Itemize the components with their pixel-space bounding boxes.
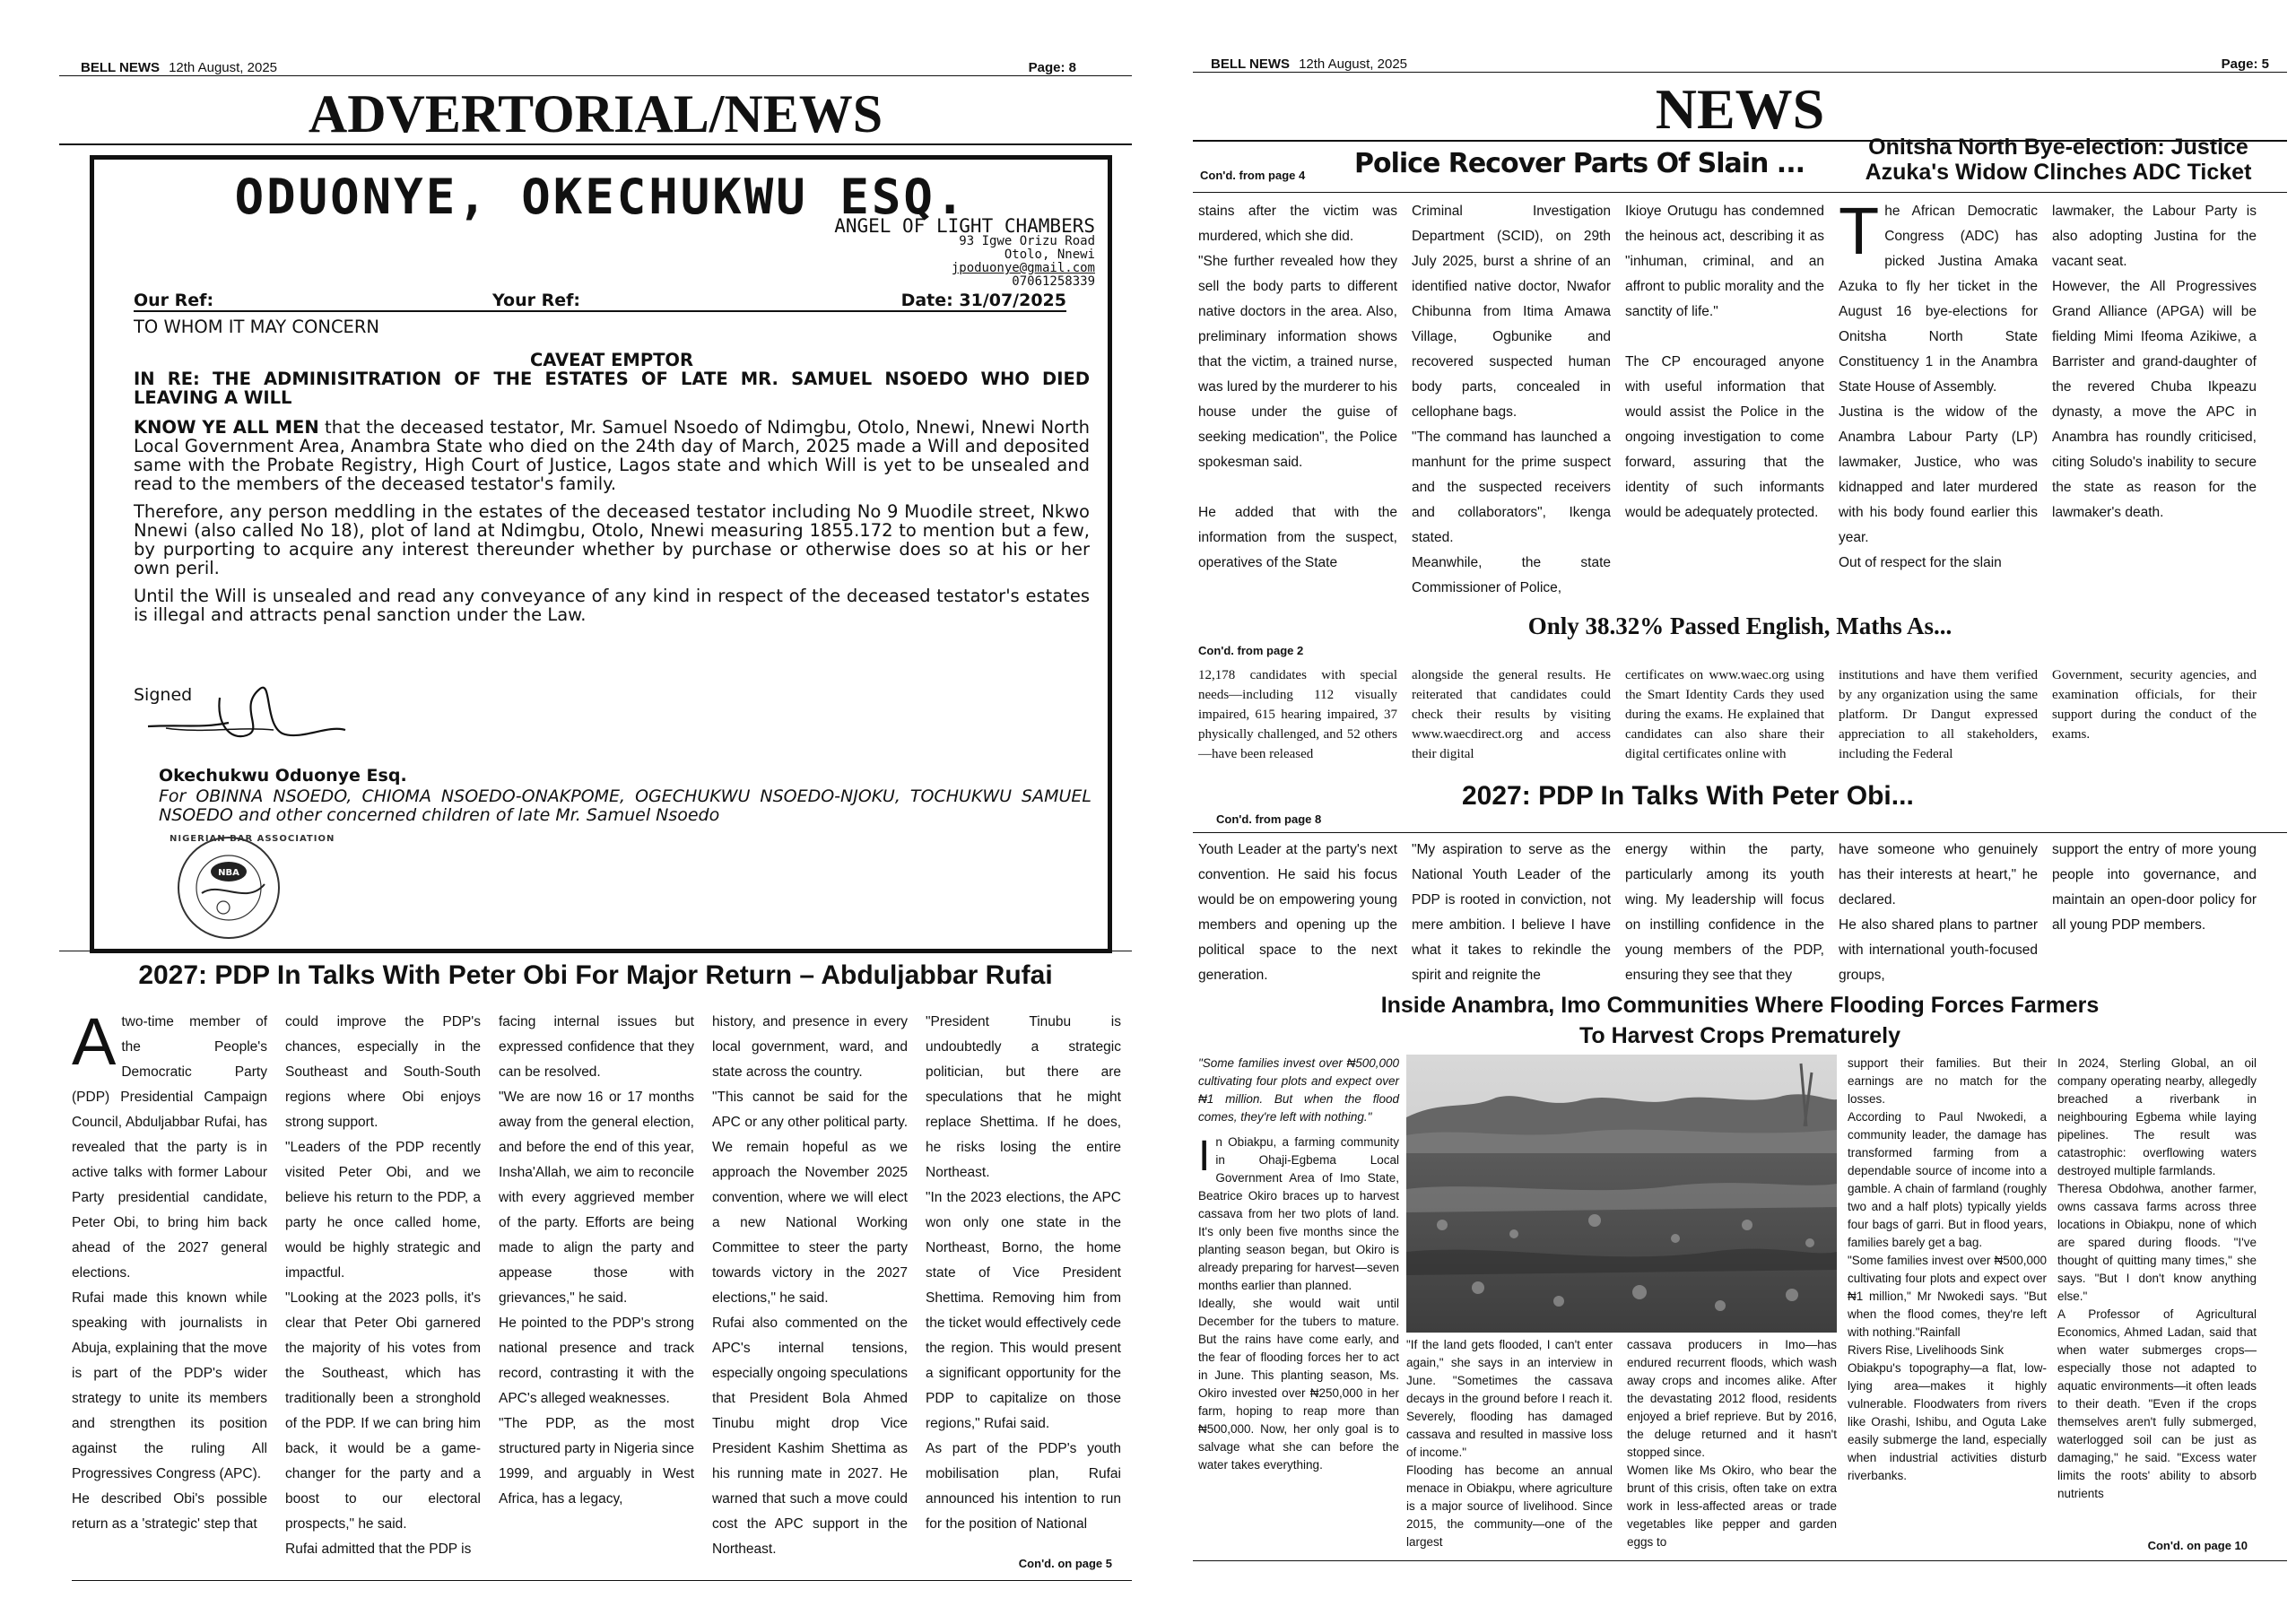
- address-line-2: Otolo, Nnewi: [1004, 248, 1095, 262]
- pdp-headline: 2027: PDP In Talks With Peter Obi...: [1462, 781, 1914, 811]
- story-col5-p1: "President Tinubu is undoubtedly a strategic politician, but there are speculations that he might replace Shettima. If he does, he risks losing the entire Northeast.: [926, 1014, 1121, 1180]
- story-column-3: [499, 1010, 694, 1533]
- flood-under-photo-column-1: [1406, 1336, 1613, 1549]
- stamp-center-text: NBA: [218, 868, 239, 878]
- section-title: NEWS: [1655, 77, 1825, 141]
- flood-headline-line-1: Inside Anambra, Imo Communities Where Flooding Forces Farmers: [1380, 993, 2100, 1018]
- onitsha-headline-line-2: Azuka's Widow Clinches ADC Ticket: [1865, 160, 2252, 185]
- story-col2-p4: Rufai admitted that the PDP is: [285, 1541, 472, 1557]
- police-col1-p3: He added that with the information from the suspect, operatives of the State: [1198, 505, 1397, 570]
- page-number: Page: 8: [1028, 60, 1076, 75]
- flood-under-photo-column-2: [1627, 1336, 1837, 1549]
- police-column-3: [1625, 199, 1824, 601]
- flood-col4-p3: A Professor of Agricultural Economics, Ahmed Ladan, said that when water submerges crops—especially those not adapted to aquatic environments—it often leads to their death. "Even if the crops themselves aren't fully submerged, waterlogged soil can be just as damaging," he said. "Excess water limits the roots' ability to absorb nutrients: [2057, 1307, 2257, 1500]
- pull-quote: "Some families invest over ₦500,000 cultivating four plots and expect over ₦1 million. But when the flood comes, they're left with nothing.": [1198, 1056, 1399, 1124]
- story-col2-p3: "Looking at the 2023 polls, it's clear that Peter Obi garnered the majority of his votes from the Southeast, which has traditionally been a stronghold of the PDP. If we can bring him back, it would be a game-changer for the party and a boost to our electoral prospects," he said.: [285, 1290, 481, 1532]
- your-ref: Your Ref:: [492, 291, 580, 310]
- caveat-heading: CAVEAT EMPTOR: [529, 350, 694, 370]
- story-col5-p3: As part of the PDP's youth mobilisation plan, Rufai announced his intention to run for the position of National: [926, 1441, 1121, 1532]
- story-col1-p2: Rufai made this known while speaking with journalists in Abuja, explaining that the move is part of the PDP's wider strategy to unite its members and strengthen its position against the ruling All Progressives Congress (APC).: [72, 1290, 267, 1481]
- police-column-1: [1198, 199, 1397, 601]
- advert-letterhead: [834, 217, 1095, 289]
- header-rule: [59, 75, 1132, 76]
- email: jpoduonye@gmail.com: [951, 261, 1095, 275]
- story-col2-p2: "Leaders of the PDP recently visited Peter Obi, and we believe his return to the PDP, a party he once called home, would be highly strategic and impactful.: [285, 1140, 481, 1281]
- pdp-column-3: energy within the party, particularly among its youth wing. My leadership will focus on instilling confidence in the young members of the PDP, ensuring they see that they: [1625, 842, 1824, 983]
- legal-notice-advert: [90, 155, 1112, 953]
- onitsha-col1-p2: Justina is the widow of the Anambra Labour Party (LP) lawmaker, Justice, who was kidnapped and later murdered with his body found earlier this year.: [1839, 404, 2038, 545]
- story-col4-p2: "This cannot be said for the APC or any other political party. We remain hopeful as we approach the November 2025 convention, where we will elect a new National Working Committee to steer the party towards victory in the 2027 elections," he said.: [712, 1090, 908, 1306]
- chambers-name: ANGEL OF LIGHT CHAMBERS: [834, 215, 1095, 237]
- story-col1-p1: two-time member of the People's Democratic Party (PDP) Presidential Campaign Council, Abduljabbar Rufai, has revealed that the party is in active talks with former Labour Party presidential candidate, Peter Obi, to bring him back ahead of the 2027 general elections.: [72, 1014, 267, 1281]
- notice-paragraph-2: Therefore, any person meddling in the estates of the deceased testator including No 9 Muodile street, Nkwo Nnewi (also called No 18), plot of land at Ndimgbu, Otolo, Nnewi measuring 1855.172 to mention but a few, by purporting to acquire any interest thereunder whether by purchase or otherwise does so at his or her own peril.: [134, 501, 1090, 578]
- police-column-2: [1412, 199, 1611, 601]
- continued-on: Con'd. on page 10: [2147, 1539, 2248, 1552]
- exam-column-4: institutions and have them verified by any organization using the same platform. Dr Dangut expressed appreciation to all stakeholders, including the Federal: [1839, 668, 2038, 761]
- story-column-4: [712, 1010, 909, 1557]
- flood-column-4: [2057, 1055, 2257, 1530]
- issue-date: 12th August, 2025: [1299, 56, 1407, 72]
- page-number: Page: 5: [2221, 56, 2269, 72]
- reference-line: [134, 291, 1066, 312]
- signature: [130, 671, 363, 756]
- flood-subheading: Rivers Rise, Livelihoods Sink: [1848, 1343, 2005, 1357]
- signed-label: Signed: [134, 685, 193, 705]
- flood-col1-p1: n Obiakpu, a farming community in Ohaji-Egbema Local Government Area of Imo State, Beatrice Okiro braces up to harvest cassava from her two plots of land. It's only been five months since the planting season began, but Okiro is already preparing for harvest—seven months earlier than planned.: [1198, 1135, 1399, 1292]
- letter-date: Date: 31/07/2025: [900, 291, 1066, 310]
- nba-stamp: [148, 830, 309, 942]
- right-page: [1166, 0, 2296, 1624]
- story-column-2: [285, 1010, 481, 1557]
- continued-from: Con'd. from page 8: [1216, 812, 1322, 826]
- police-col2-p2: "The command has launched a manhunt for the prime suspect and the suspected receivers and collaborators", Ikenga stated.: [1412, 430, 1611, 545]
- onitsha-col2-p2: However, the All Progressives Grand Alliance (APGA) will be fielding Mimi Ifeoma Azikiwe, a Barrister and grand-daughter of the revered Chuba Ikpeazu dynasty, a move the APC in Anambra has roundly criticised, citing Soludo's inability to secure the state as reason for the lawmaker's death.: [2052, 279, 2257, 520]
- pdp-rule: [1193, 832, 2287, 833]
- flood-under2-p2: Women like Ms Okiro, who bear the brunt of this crisis, often take on extra work in less-affected areas or trade vegetables like pepper and garden eggs to: [1627, 1463, 1837, 1549]
- story-col1-p3: He described Obi's possible return as a 'strategic' step that: [72, 1491, 267, 1532]
- police-col1-p2: "She further revealed how they sell the body parts to different native doctors in the area. Also, preliminary information shows that the victim, a trained nurse, was lured by the murderer to his house under the guise of seeking medication", the Police spokesman said.: [1198, 254, 1397, 470]
- flood-under1-p1: "If the land gets flooded, I can't enter again," she says in an interview in June. "Sometimes the cassava decays in the ground before I reach it. Severely, flooding has damaged cassava and resulted in massive loss of income.": [1406, 1338, 1613, 1459]
- drop-cap: I: [1198, 1133, 1211, 1180]
- flood-headline-line-2: To Harvest Crops Prematurely: [1579, 1023, 1900, 1048]
- notice-paragraph-3: Until the Will is unsealed and read any conveyance of any kind in respect of the deceased testator's estates is illegal and attracts penal sanction under the Law.: [134, 586, 1090, 625]
- exam-column-1: 12,178 candidates with special needs—including 112 visually impaired, 615 hearing impaired, 37 physically challenged, and 52 others—have been released: [1198, 668, 1397, 761]
- onitsha-col2-p1: lawmaker, the Labour Party is also adopting Justina for the vacant seat.: [2052, 204, 2257, 269]
- pdp-column-4: [1839, 838, 2038, 981]
- story-col3-p2: "We are now 16 or 17 months away from the general election, and before the end of this year, Insha'Allah, we aim to reconcile with every aggrieved member of the party. Efforts are being made to align the party and appease those with grievances," he said.: [499, 1090, 694, 1306]
- signatory-name: Okechukwu Oduonye Esq.: [159, 766, 407, 786]
- our-ref: Our Ref:: [134, 291, 214, 310]
- pdp-column-1: Youth Leader at the party's next convention. He said his focus would be on empowering young members and opening up the political space to the next generation.: [1198, 842, 1397, 983]
- flood-col3-p3: "Some families invest over ₦500,000 cultivating four plots and expect over ₦1 million," Mr Nwokedi says. "But when the flood comes, they're left with nothing."Rainfall: [1848, 1254, 2047, 1339]
- story-headline: 2027: PDP In Talks With Peter Obi For Major Return – Abduljabbar Rufai: [138, 960, 1053, 990]
- continued-from: Con'd. from page 4: [1200, 169, 1306, 182]
- flood-col3-p1: support their families. But their earnings are no match for the losses.: [1848, 1056, 2047, 1106]
- police-headline: Police Recover Parts Of Slain ...: [1354, 148, 1805, 179]
- flood-headline: [1193, 990, 2287, 1051]
- flood-col4-p1: In 2024, Sterling Global, an oil company operating nearby, allegedly breached a riverbank in neighbouring Egbema while laying pipelines. The result was catastrophic: overflowing waters destroyed multiple farmlands.: [2057, 1056, 2257, 1177]
- notice-paragraph-1: [134, 418, 1090, 493]
- drop-cap: A: [72, 1004, 117, 1079]
- advert-body: [134, 317, 1090, 624]
- flood-col3-p4: Obiakpu's topography—a flat, low-lying area—makes it highly vulnerable. Floodwaters from rivers like Orashi, Ishibu, and Oguta Lake easily submerge the land, especially when industrial activities disturb riverbanks.: [1848, 1361, 2047, 1482]
- advert-lawyer-name: ODUONYE, OKECHUKWU ESQ.: [234, 169, 968, 225]
- exam-column-2: alongside the general results. He reiterated that candidates could check their results by visiting www.waecdirect.org and access their digital: [1412, 668, 1611, 761]
- to-whom: TO WHOM IT MAY CONCERN: [134, 317, 380, 337]
- address-line-1: 93 Igwe Orizu Road: [959, 234, 1095, 248]
- notice-lead: KNOW YE ALL MEN: [134, 417, 319, 438]
- page-header: [81, 45, 1076, 75]
- story-col3-p1: facing internal issues but expressed confidence that they can be resolved.: [499, 1014, 694, 1080]
- police-col3-p1: Ikioye Orutugu has condemned the heinous act, describing it as "inhuman, criminal, and an affront to public morality and the sanctity of life.": [1625, 204, 1824, 319]
- onitsha-headline-line-1: Onitsha North Bye-election: Justice: [1868, 135, 2248, 160]
- phone: 07061258339: [1012, 274, 1095, 289]
- story-col4-p1: history, and presence in every local government, ward, and state across the country.: [712, 1014, 908, 1080]
- story-col3-p4: "The PDP, as the most structured party in Nigeria since 1999, and arguably in West Africa, has a legacy,: [499, 1416, 694, 1507]
- flood-column-1: [1198, 1055, 1399, 1530]
- drop-cap: T: [1839, 194, 1880, 268]
- footer-rule: [72, 1580, 1132, 1581]
- flood-col4-p2: Theresa Obdohwa, another farmer, owns cassava farms across three locations in Obiakpu, none of which are spared during floods. "I've thought of quitting many times," she says. "But I don't know anything else.": [2057, 1182, 2257, 1303]
- flood-col3-p2: According to Paul Nwokedi, a community leader, the damage has transformed farming from a dependable source of income into a gamble. A chain of farmland (roughly two and a half plots) typically yields four bags of garri. But in flood years, families barely get a bag.: [1848, 1110, 2047, 1249]
- farm-photo-image: [1406, 1055, 1837, 1333]
- story-column-1: [72, 1004, 267, 1533]
- flooded-farm-photo: [1406, 1055, 1837, 1333]
- onitsha-column-1: [1839, 194, 2038, 601]
- flood-under2-p1: cassava producers in Imo—has endured recurrent floods, which wash away crops and incomes alike. After the devastating 2012 flood, residents enjoyed a brief reprieve. But by 2016, the deluge returned and it hasn't stopped since.: [1627, 1338, 1837, 1459]
- story-col2-p1: could improve the PDP's chances, especially in the Southeast and South-South regions where Obi enjoys strong support.: [285, 1014, 481, 1130]
- flood-column-3: [1848, 1055, 2047, 1530]
- paper-name: BELL NEWS: [81, 60, 161, 75]
- stamp-ring-text: NIGERIAN BAR ASSOCIATION: [170, 834, 335, 844]
- pdp-col4-p2: He also shared plans to partner with international youth-focused groups,: [1839, 917, 2038, 983]
- onitsha-col1-p3: Out of respect for the slain: [1839, 555, 2002, 570]
- footer-rule: [1193, 1560, 2287, 1561]
- title-rule: [59, 143, 1132, 145]
- pdp-column-2: "My aspiration to serve as the National Youth Leader of the PDP is rooted in conviction, not mere ambition. I believe I have what it takes to rekindle the spirit and reignite the: [1412, 842, 1611, 983]
- story-column-5: [926, 1010, 1121, 1533]
- notice-text-1: that the deceased testator, Mr. Samuel Nsoedo of Ndimgbu, Otolo, Nnewi, Nnewi North Local Government Area, Anambra State who died on the 24th day of March, 2025 made a Will and deposited same with the Probate Registry, High Court of Justice, Lagos state and which Will is yet to be unsealed and read to the members of the deceased testator's family.: [134, 417, 1090, 494]
- pdp-column-5: support the entry of more young people into governance, and maintain an open-door policy for all young PDP members.: [2052, 842, 2257, 933]
- onitsha-col1-p1: he African Democratic Congress (ADC) has picked Justina Amaka Azuka to fly her ticket in the August 16 bye-elections for Onitsha North State Constituency 1 in the Anambra State House of Assembly.: [1839, 204, 2038, 395]
- flood-under1-p2: Flooding has become an annual menace in Obiakpu, where agriculture is a major source of livelihood. Since 2015, the community—one of the largest: [1406, 1463, 1613, 1549]
- in-re-heading: IN RE: THE ADMINISITRATION OF THE ESTATES OF LATE MR. SAMUEL NSOEDO WHO DIED LEAVING A WILL: [134, 369, 1090, 408]
- police-col1-p1: stains after the victim was murdered, which she did.: [1198, 204, 1397, 244]
- paper-name: BELL NEWS: [1211, 56, 1291, 72]
- exam-headline: Only 38.32% Passed English, Maths As...: [1527, 612, 1952, 639]
- story-col3-p3: He pointed to the PDP's strong national presence and track record, contrasting it with the APC's alleged weaknesses.: [499, 1316, 694, 1406]
- police-col2-p3: Meanwhile, the state Commissioner of Police,: [1412, 555, 1611, 595]
- police-rule: [1193, 192, 2287, 193]
- police-col3-p2: The CP encouraged anyone with useful information that would assist the Police in the ongoing investigation to come forward, assuring that the identity of such informants would be adequately protected.: [1625, 354, 1824, 520]
- onitsha-column-2: [2052, 199, 2257, 601]
- exam-column-5: Government, security agencies, and examination officials, for their support during the conduct of the exams.: [2052, 668, 2257, 742]
- issue-date: 12th August, 2025: [169, 60, 277, 75]
- section-title: ADVERTORIAL/NEWS: [308, 84, 883, 143]
- on-behalf-of: For OBINNA NSOEDO, CHIOMA NSOEDO-ONAKPOME, OGECHUKWU NSOEDO-NJOKU, TOCHUKWU SAMUEL NSOEDO and other concerned children of late Mr. Samuel Nsoedo: [159, 786, 1091, 825]
- header-rule: [1193, 72, 2287, 73]
- page-header: [1211, 41, 2269, 72]
- pdp-col4-p1: have someone who genuinely has their interests at heart," he declared.: [1839, 842, 2038, 908]
- exam-column-3: certificates on www.waec.org using the Smart Identity Cards they used during the exams. He explained that candidates can also share their digital certificates online with: [1625, 668, 1824, 761]
- continued-from: Con'd. from page 2: [1198, 644, 1304, 657]
- police-col2-p1: Criminal Investigation Department (SCID), on 29th July 2025, burst a shrine of an identified native doctor, Nwafor Chibunna from Itima Amawa Village, Ogbunike and recovered suspected human body parts, concealed in cellophane bags.: [1412, 204, 1611, 420]
- onitsha-headline: [1830, 135, 2287, 185]
- story-col4-p3: Rufai also commented on the APC's internal tensions, especially ongoing speculations that President Bola Ahmed Tinubu might drop Vice President Kashim Shettima as his running mate in 2027. He warned that such a move could cost the APC support in the Northeast.: [712, 1316, 909, 1557]
- flood-col1-p2: Ideally, she would wait until December for the tubers to mature. But the rains have come early, and the fear of flooding forces her to act in June. This planting season, Ms. Okiro invested over ₦250,000 in her farm, hoping to reap more than ₦500,000. Now, her only goal is to salvage what she can before the water takes everything.: [1198, 1297, 1399, 1472]
- story-col5-p2: "In the 2023 elections, the APC won only one state in the Northeast, Borno, the home state of Vice President Shettima. Removing him from the ticket would effectively cede the region. This would present a significant opportunity for the PDP to capitalize on those regions," Rufai said.: [926, 1190, 1121, 1431]
- continued-on: Con'd. on page 5: [1018, 1557, 1112, 1570]
